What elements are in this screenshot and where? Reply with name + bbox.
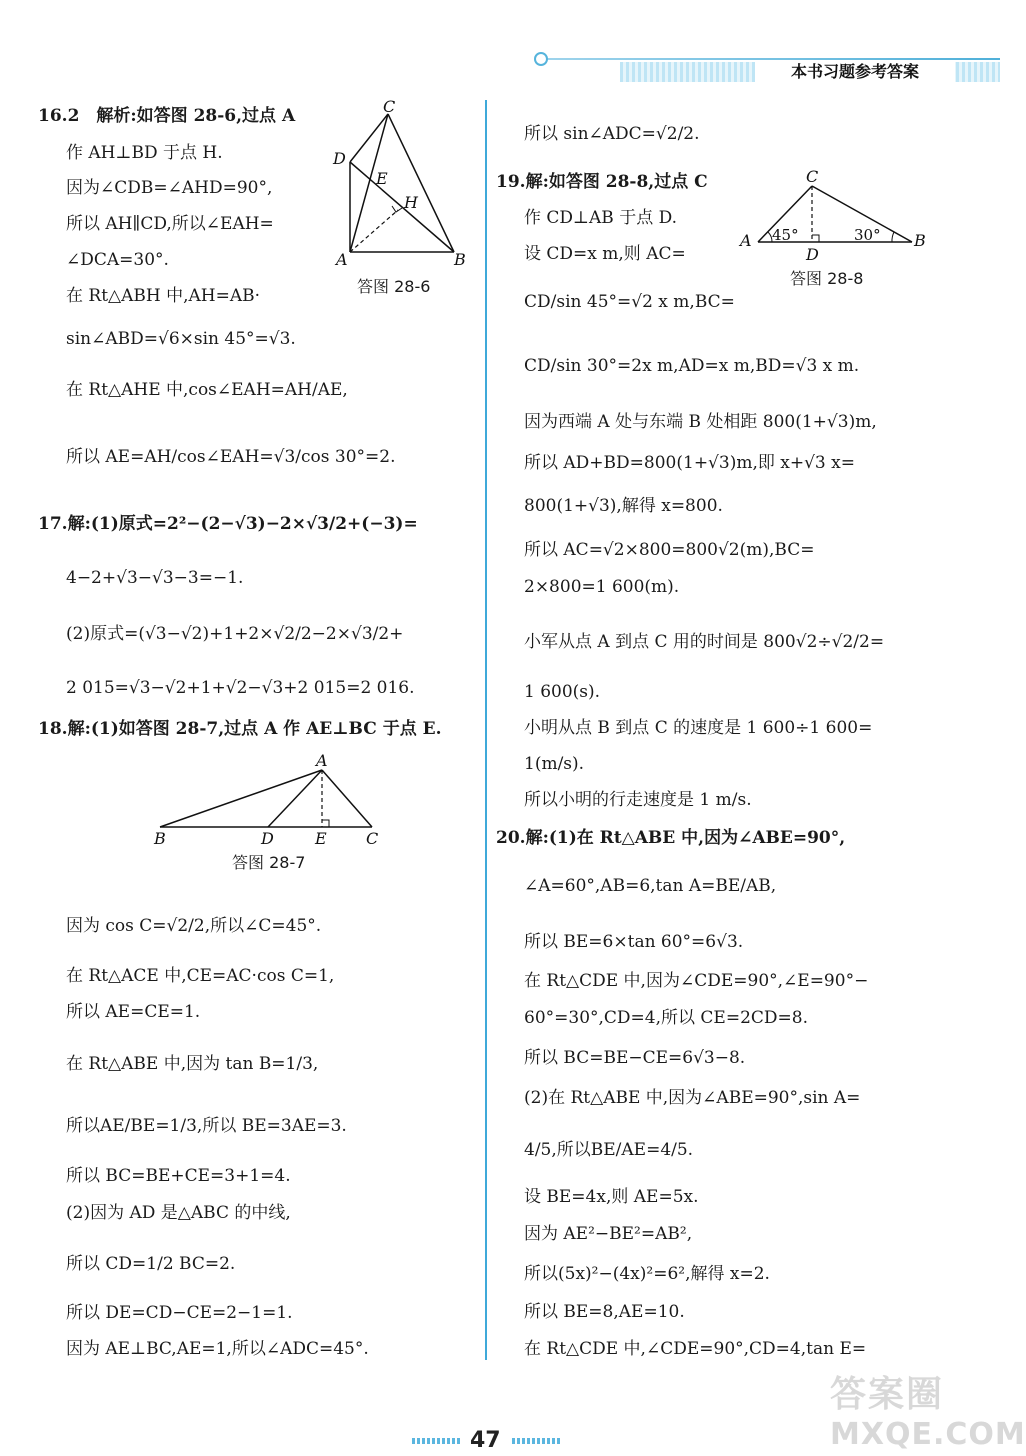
header-title: 本书习题参考答案	[755, 60, 955, 84]
right-line: 所以 BE=8,AE=10.	[524, 1302, 685, 1322]
right-line: 4/5,所以BE/AE=4/5.	[524, 1140, 694, 1160]
right-line: 设 CD=x m,则 AC=	[524, 244, 686, 264]
label-b: B	[454, 250, 466, 269]
label-d: D	[333, 149, 346, 168]
right-line: 所以 BC=BE−CE=6√3−8.	[524, 1048, 746, 1068]
label-c: C	[366, 829, 379, 848]
left-line: 所以 BC=BE+CE=3+1=4.	[66, 1166, 291, 1186]
segment-db	[350, 162, 454, 252]
right-line: 在 Rt△CDE 中,因为∠CDE=90°,∠E=90°−	[524, 971, 869, 991]
label-a: A	[336, 250, 348, 269]
right-line: 60°=30°,CD=4,所以 CE=2CD=8.	[524, 1008, 808, 1028]
left-line: 所以AE/BE=1/3,所以 BE=3AE=3.	[66, 1116, 347, 1136]
right-line: 所以小明的行走速度是 1 m/s.	[524, 790, 752, 810]
left-line: 在 Rt△ACE 中,CE=AC·cos C=1,	[66, 966, 335, 986]
watermark-logo-text: 答案圈	[830, 1374, 945, 1415]
label-h: H	[404, 193, 418, 212]
right-angle-mark	[392, 206, 402, 212]
right-line: 所以 AD+BD=800(1+√3)m,即 x+√3 x=	[524, 453, 855, 473]
left-line: 因为 cos C=√2/2,所以∠C=45°.	[66, 916, 322, 936]
left-line: (2)原式=(√3−√2)+1+2×√2/2−2×√3/2+	[66, 624, 404, 644]
label-e: E	[315, 829, 327, 848]
label-c: C	[806, 167, 819, 186]
label-a: A	[740, 231, 752, 250]
left-line: ∠DCA=30°.	[66, 250, 169, 270]
footer-ornament-right	[512, 1438, 562, 1444]
right-line: ∠A=60°,AB=6,tan A=BE/AB,	[524, 876, 777, 896]
segment-da	[268, 770, 322, 827]
right-line: 小明从点 B 到点 C 的速度是 1 600÷1 600=	[524, 718, 873, 738]
segment-ah-dashed	[350, 210, 398, 252]
right-line: 所以(5x)²−(4x)²=6²,解得 x=2.	[524, 1264, 770, 1284]
left-line: 4−2+√3−√3−3=−1.	[66, 568, 244, 588]
right-line: 小军从点 A 到点 C 用的时间是 800√2÷√2/2=	[524, 632, 885, 652]
figure-28-7	[150, 751, 390, 848]
figure-caption: 答图 28-7	[232, 853, 306, 872]
right-line: (2)在 Rt△ABE 中,因为∠ABE=90°,sin A=	[524, 1088, 861, 1108]
right-line: 800(1+√3),解得 x=800.	[524, 496, 723, 516]
right-line: 1 600(s).	[524, 682, 601, 702]
left-line: 2 015=√3−√2+1+√2−√3+2 015=2 016.	[66, 678, 415, 698]
label-d: D	[261, 829, 274, 848]
left-line: 在 Rt△ABE 中,因为 tan B=1/3,	[66, 1054, 319, 1074]
right-line: 因为西端 A 处与东端 B 处相距 800(1+√3)m,	[524, 412, 877, 432]
right-line: 设 BE=4x,则 AE=5x.	[524, 1187, 699, 1207]
segment-ba	[160, 770, 322, 827]
label-d: D	[806, 245, 819, 264]
right-line: 所以 BE=6×tan 60°=6√3.	[524, 932, 744, 952]
figure-28-8	[736, 166, 936, 262]
label-e: E	[376, 169, 388, 188]
right-angle-mark	[322, 820, 329, 827]
label-angle-30: 30°	[854, 226, 881, 244]
right-line: 1(m/s).	[524, 754, 585, 774]
right-line: CD/sin 45°=√2 x m,BC=	[524, 292, 735, 312]
page-number: 47	[470, 1428, 501, 1453]
header-circle-ornament	[534, 52, 548, 66]
label-b: B	[914, 231, 926, 250]
right-angle-mark	[812, 235, 819, 242]
label-angle-45: 45°	[772, 226, 799, 244]
label-b: B	[154, 829, 166, 848]
left-line: 在 Rt△ABH 中,AH=AB·	[66, 286, 261, 306]
label-c: C	[383, 97, 396, 116]
figure-caption: 答图 28-6	[357, 277, 431, 296]
right-line: 2×800=1 600(m).	[524, 577, 680, 597]
page-header	[520, 48, 1000, 84]
left-line: (2)因为 AD 是△ABC 的中线,	[66, 1203, 291, 1223]
right-line: 在 Rt△CDE 中,∠CDE=90°,CD=4,tan E=	[524, 1339, 867, 1359]
angle-arc-b	[892, 232, 894, 242]
left-line: 因为 AE⊥BC,AE=1,所以∠ADC=45°.	[66, 1339, 369, 1359]
right-line: CD/sin 30°=2x m,AD=x m,BD=√3 x m.	[524, 356, 860, 376]
right-line: 因为 AE²−BE²=AB²,	[524, 1224, 693, 1244]
left-line: sin∠ABD=√6×sin 45°=√3.	[66, 329, 296, 349]
right-line: 19.解:如答图 28-8,过点 C	[496, 172, 708, 192]
left-line: 17.解:(1)原式=2²−(2−√3)−2×√3/2+(−3)=	[38, 514, 418, 534]
right-line: 作 CD⊥AB 于点 D.	[524, 208, 678, 228]
segment-cd	[350, 114, 388, 162]
left-line: 作 AH⊥BD 于点 H.	[66, 143, 223, 163]
column-divider	[485, 100, 487, 1360]
watermark	[830, 1366, 1026, 1452]
left-line: 因为∠CDB=∠AHD=90°,	[66, 178, 273, 198]
right-line: 所以 AC=√2×800=800√2(m),BC=	[524, 540, 815, 560]
left-line: 在 Rt△AHE 中,cos∠EAH=AH/AE,	[66, 380, 348, 400]
figure-28-6	[330, 97, 475, 272]
left-line: 所以 DE=CD−CE=2−1=1.	[66, 1303, 293, 1323]
left-line: 18.解:(1)如答图 28-7,过点 A 作 AE⊥BC 于点 E.	[38, 719, 442, 739]
left-line: 所以 CD=1/2 BC=2.	[66, 1254, 236, 1274]
right-line: 20.解:(1)在 Rt△ABE 中,因为∠ABE=90°,	[496, 828, 846, 848]
right-line: 所以 sin∠ADC=√2/2.	[524, 124, 700, 144]
left-line: 所以 AE=CE=1.	[66, 1002, 201, 1022]
watermark-url: MXQE.COM	[830, 1417, 1026, 1452]
figure-caption: 答图 28-8	[790, 269, 864, 288]
left-line: 所以 AE=AH/cos∠EAH=√3/cos 30°=2.	[66, 447, 396, 467]
footer-ornament-left	[412, 1438, 462, 1444]
segment-ac	[322, 770, 372, 827]
label-a: A	[316, 751, 328, 770]
left-line: 所以 AH∥CD,所以∠EAH=	[66, 214, 274, 234]
segment-cb	[388, 114, 454, 252]
left-line: 16.2 解析:如答图 28-6,过点 A	[38, 106, 296, 126]
